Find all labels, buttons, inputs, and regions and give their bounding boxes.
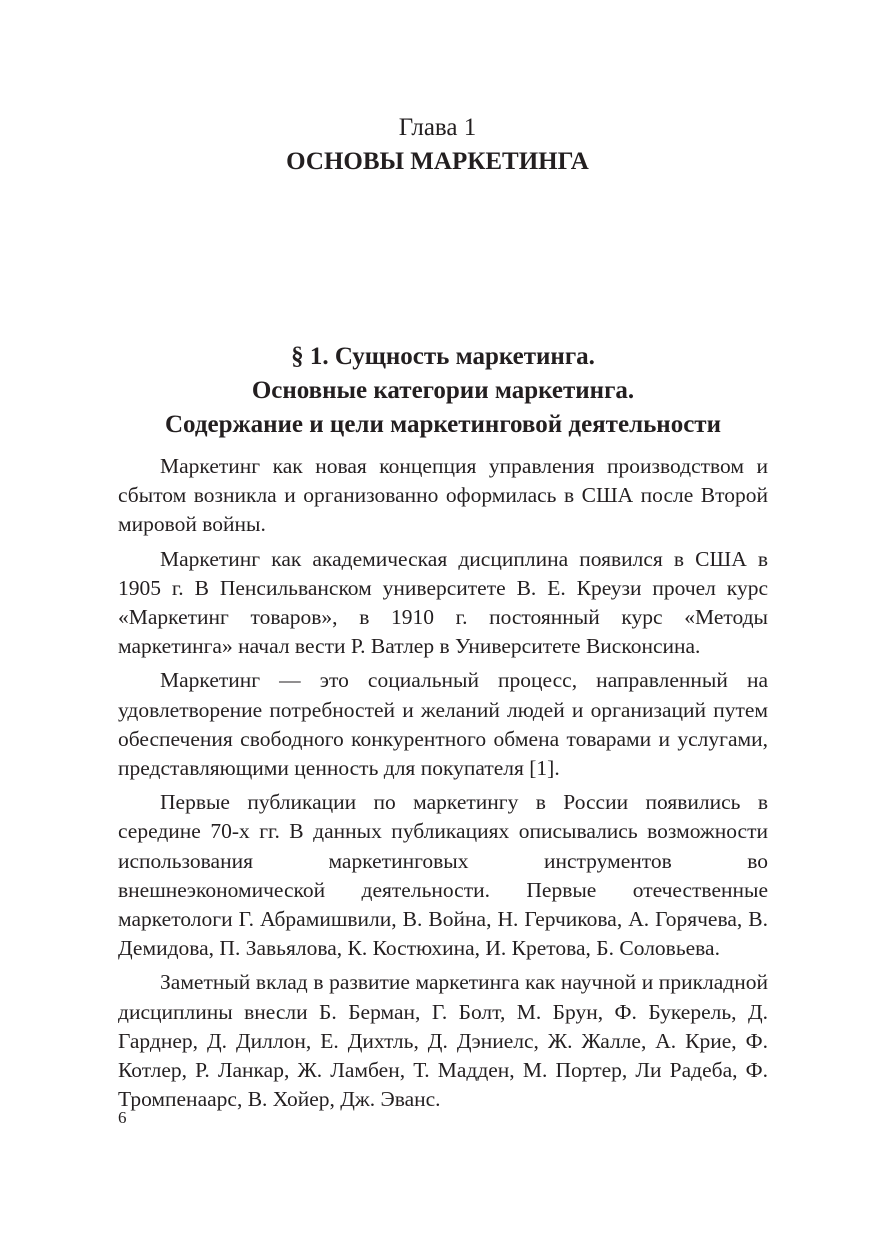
paragraph: Маркетинг как академическая дисциплина появился в США в 1905 г. В Пенсильванском университете В. Е. Креузи прочел курс «Маркетинг товаров», в 1910 г. постоянный курс «Методы маркетинга» начал вести Р. Ватлер в Университете Висконсина.: [118, 546, 768, 659]
chapter-label: Глава 1: [398, 114, 477, 141]
body-text: [118, 452, 768, 1119]
paragraph: Маркетинг — это социальный процесс, направленный на удовлетворение потребностей и желаний людей и организаций путем обеспечения свободного конкурентного обмена товарами и услугами, представляющими ценность для покупателя [1].: [118, 668, 768, 781]
section-heading-line: Основные категории маркетинга.: [251, 377, 635, 404]
paragraph: Заметный вклад в развитие маркетинга как научной и прикладной дисциплины внесли Б. Берман, Г. Болт, М. Брун, Ф. Букерель, Д. Гарднер, Д. Диллон, Е. Дихтль, Д. Дэниелс, Ж. Жалле, А. Крие, Ф. Котлер, Р. Ланкар, Ж. Ламбен, Т. Мадден, М. Портер, Ли Радеба, Ф. Тромпенаарс, В. Хойер, Дж. Эванс.: [118, 970, 768, 1112]
section-heading: [118, 340, 768, 442]
section-heading-line: Содержание и цели маркетинговой деятельности: [165, 411, 721, 438]
paragraph: Первые публикации по маркетингу в России появились в середине 70-х гг. В данных публикациях описывались возможности использования маркетинговых инструментов во внешнеэкономической деятельности. Первые отечественные маркетологи Г. Абрамишвили, В. Война, Н. Герчикова, А. Горячева, В. Демидова, П. Завьялова, К. Костюхина, И. Кретова, Б. Соловьева.: [118, 790, 768, 961]
page-number: 6: [118, 1108, 127, 1127]
section-heading-line: § 1. Сущность маркетинга.: [291, 343, 595, 370]
paragraph: Маркетинг как новая концепция управления производством и сбытом возникла и организованно оформилась в США после Второй мировой войны.: [118, 454, 768, 537]
chapter-title: ОСНОВЫ МАРКЕТИНГА: [286, 148, 589, 175]
